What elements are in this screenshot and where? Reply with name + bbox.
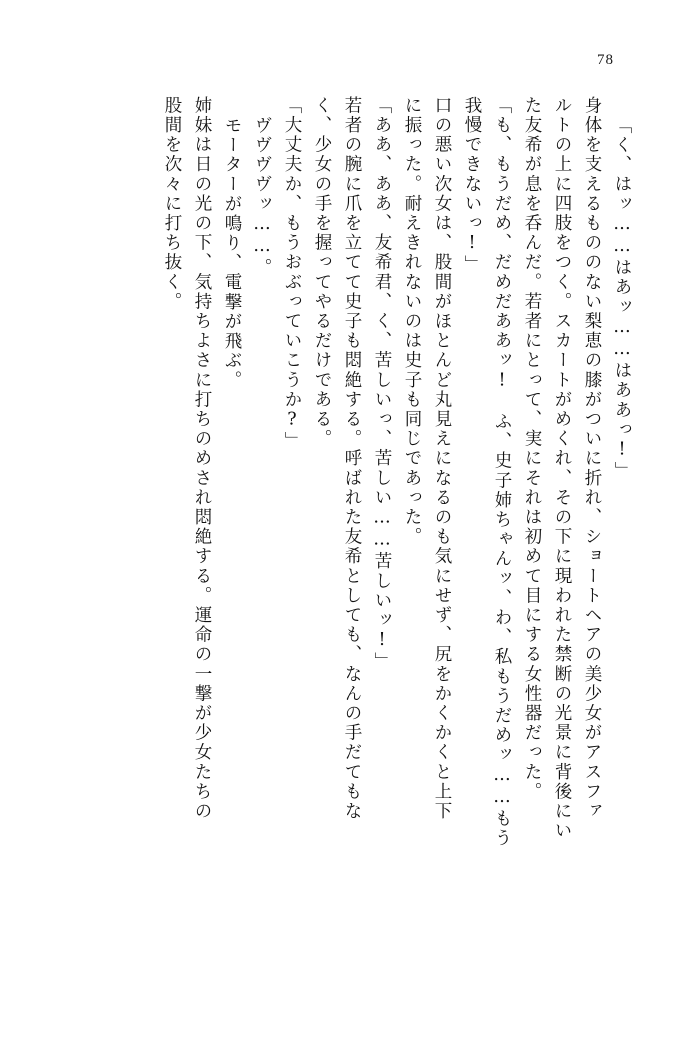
text-line: 姉妹は日の光の下、気持ちよさに打ちのめされ悶絶する。運命の一撃が少女たちの (192, 96, 212, 822)
text-line: 「く、はッ……はあッ……はああっ!」 (612, 116, 632, 482)
text-line: に振った。耐えきれないのは史子も同じであった。 (402, 96, 422, 547)
text-line: 若者の腕に爪を立てて史子も悶絶する。呼ばれた友希としても、なんの手だてもな (342, 96, 362, 822)
text-line: く、少女の手を握ってやるだけである。 (312, 96, 332, 449)
text-line: 「も、もうだめ、だめだああッ! ふ、史子姉ちゃんッ、わ、私もうだめッ……もう (492, 96, 512, 849)
text-line: モーターが鳴り、電撃が飛ぶ。 (222, 116, 242, 391)
body-text (56, 96, 630, 980)
page-number: 78 (597, 52, 614, 68)
text-line: 身体を支えるもののない梨恵の膝がついに折れ、ショートヘアの美少女がアスファ (582, 96, 602, 822)
text-line: ヴヴヴヴッ……。 (252, 116, 272, 278)
text-line: 「ああ、ああ、友希君、く、苦しいっ、苦しい……苦しいッ!」 (372, 96, 392, 672)
text-line: 股間を次々に打ち抜く。 (162, 96, 182, 312)
text-line: た友希が息を呑んだ。若者にとって、実にそれは初めて目にする女性器だった。 (522, 96, 542, 802)
text-line: ルトの上に四肢をつく。スカートがめくれ、その下に現われた禁断の光景に背後にい (552, 96, 572, 841)
text-line: 口の悪い次女は、股間がほとんど丸見えになるのも気にせず、尻をかくかくと上下 (432, 96, 452, 822)
text-line: 「大丈夫か、もうおぶっていこうか?」 (282, 96, 302, 452)
text-line: 我慢できないっ!」 (462, 96, 482, 275)
